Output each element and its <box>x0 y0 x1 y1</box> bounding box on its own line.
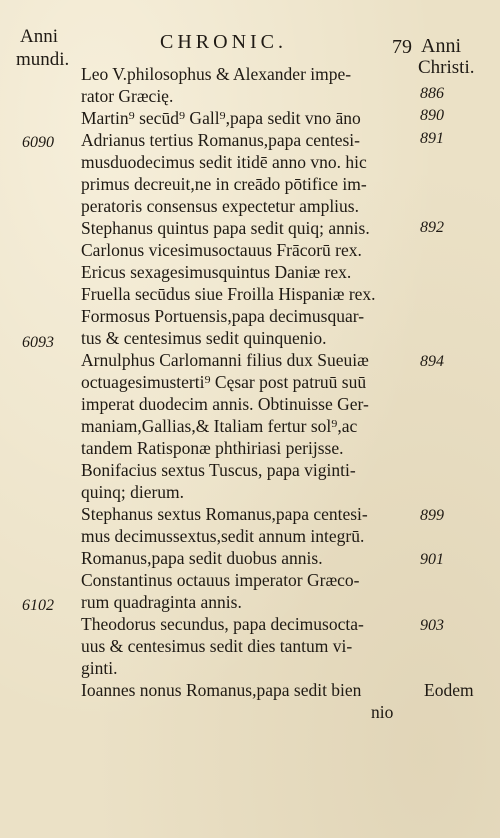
text-line: uus & centesimus sedit dies tantum vi- <box>81 636 353 656</box>
text-line: tandem Ratisponæ phthiriasi perijsse. <box>81 438 344 458</box>
anno-christi-903: 903 <box>420 617 444 634</box>
text-line: tus & centesimus sedit quinquenio. <box>81 328 327 348</box>
text-line: Constantinus octauus imperator Græco- <box>81 570 360 590</box>
text-line: musduodecimus sedit itidē anno vno. hic <box>81 152 367 172</box>
text-line: Theodorus secundus, papa decimusocta- <box>81 614 364 634</box>
anno-christi-891: 891 <box>420 130 444 147</box>
text-line: Leo V.philosophus & Alexander impe- <box>81 64 352 84</box>
text-line: primus decreuit,ne in creādo pōtifice im- <box>81 174 367 194</box>
text-line: imperat duodecim annis. Obtinuisse Ger- <box>81 394 369 414</box>
header-anni-right: Anni <box>421 35 461 57</box>
anno-mundi-6093: 6093 <box>22 334 54 351</box>
header-christi: Christi. <box>418 57 475 78</box>
anno-mundi-6102: 6102 <box>22 597 54 614</box>
text-line: Ericus sexagesimusquintus Daniæ rex. <box>81 262 352 282</box>
anno-christi-901: 901 <box>420 551 444 568</box>
text-line: Fruella secūdus siue Froilla Hispaniæ rex. <box>81 284 376 304</box>
text-line: nio <box>371 702 394 722</box>
text-line: Ioannes nonus Romanus,papa sedit bien <box>81 680 362 700</box>
text-line: Martin⁹ secūd⁹ Gall⁹,papa sedit vno āno <box>81 108 361 128</box>
text-line: Stephanus sextus Romanus,papa centesi- <box>81 504 368 524</box>
text-line: mus decimussextus,sedit annum integrū. <box>81 526 365 546</box>
text-line: octuagesimusterti⁹ Cęsar post patruū suū <box>81 372 367 392</box>
text-line: Carlonus vicesimusoctauus Frācorū rex. <box>81 240 362 260</box>
anno-christi-892: 892 <box>420 219 444 236</box>
text-line: Adrianus tertius Romanus,papa centesi- <box>81 130 360 150</box>
running-title: CHRONIC. <box>160 31 288 53</box>
page-number: 79 <box>392 36 412 58</box>
text-line: ginti. <box>81 658 118 678</box>
text-line: Bonifacius sextus Tuscus, papa viginti- <box>81 460 356 480</box>
text-line: Arnulphus Carlomanni filius dux Sueuiæ <box>81 350 369 370</box>
anno-christi-899: 899 <box>420 507 444 524</box>
header-mundi: mundi. <box>16 49 70 70</box>
header-anni-left: Anni <box>20 26 58 47</box>
text-line: rator Græcię. <box>81 86 174 106</box>
anno-mundi-6090: 6090 <box>22 134 54 151</box>
text-line: maniam,Gallias,& Italiam fertur sol⁹,ac <box>81 416 358 436</box>
text-line: Formosus Portuensis,papa decimusquar- <box>81 306 365 326</box>
text-line: Romanus,papa sedit duobus annis. <box>81 548 323 568</box>
text-line: Stephanus quintus papa sedit quiq; annis. <box>81 218 370 238</box>
anno-christi-eodem: Eodem <box>424 680 474 700</box>
anno-christi-890: 890 <box>420 107 444 124</box>
text-line: peratoris consensus expectetur amplius. <box>81 196 359 216</box>
text-line: quinq; dierum. <box>81 482 185 502</box>
text-line: rum quadraginta annis. <box>81 592 242 612</box>
anno-christi-886: 886 <box>420 85 444 102</box>
anno-christi-894: 894 <box>420 353 444 370</box>
